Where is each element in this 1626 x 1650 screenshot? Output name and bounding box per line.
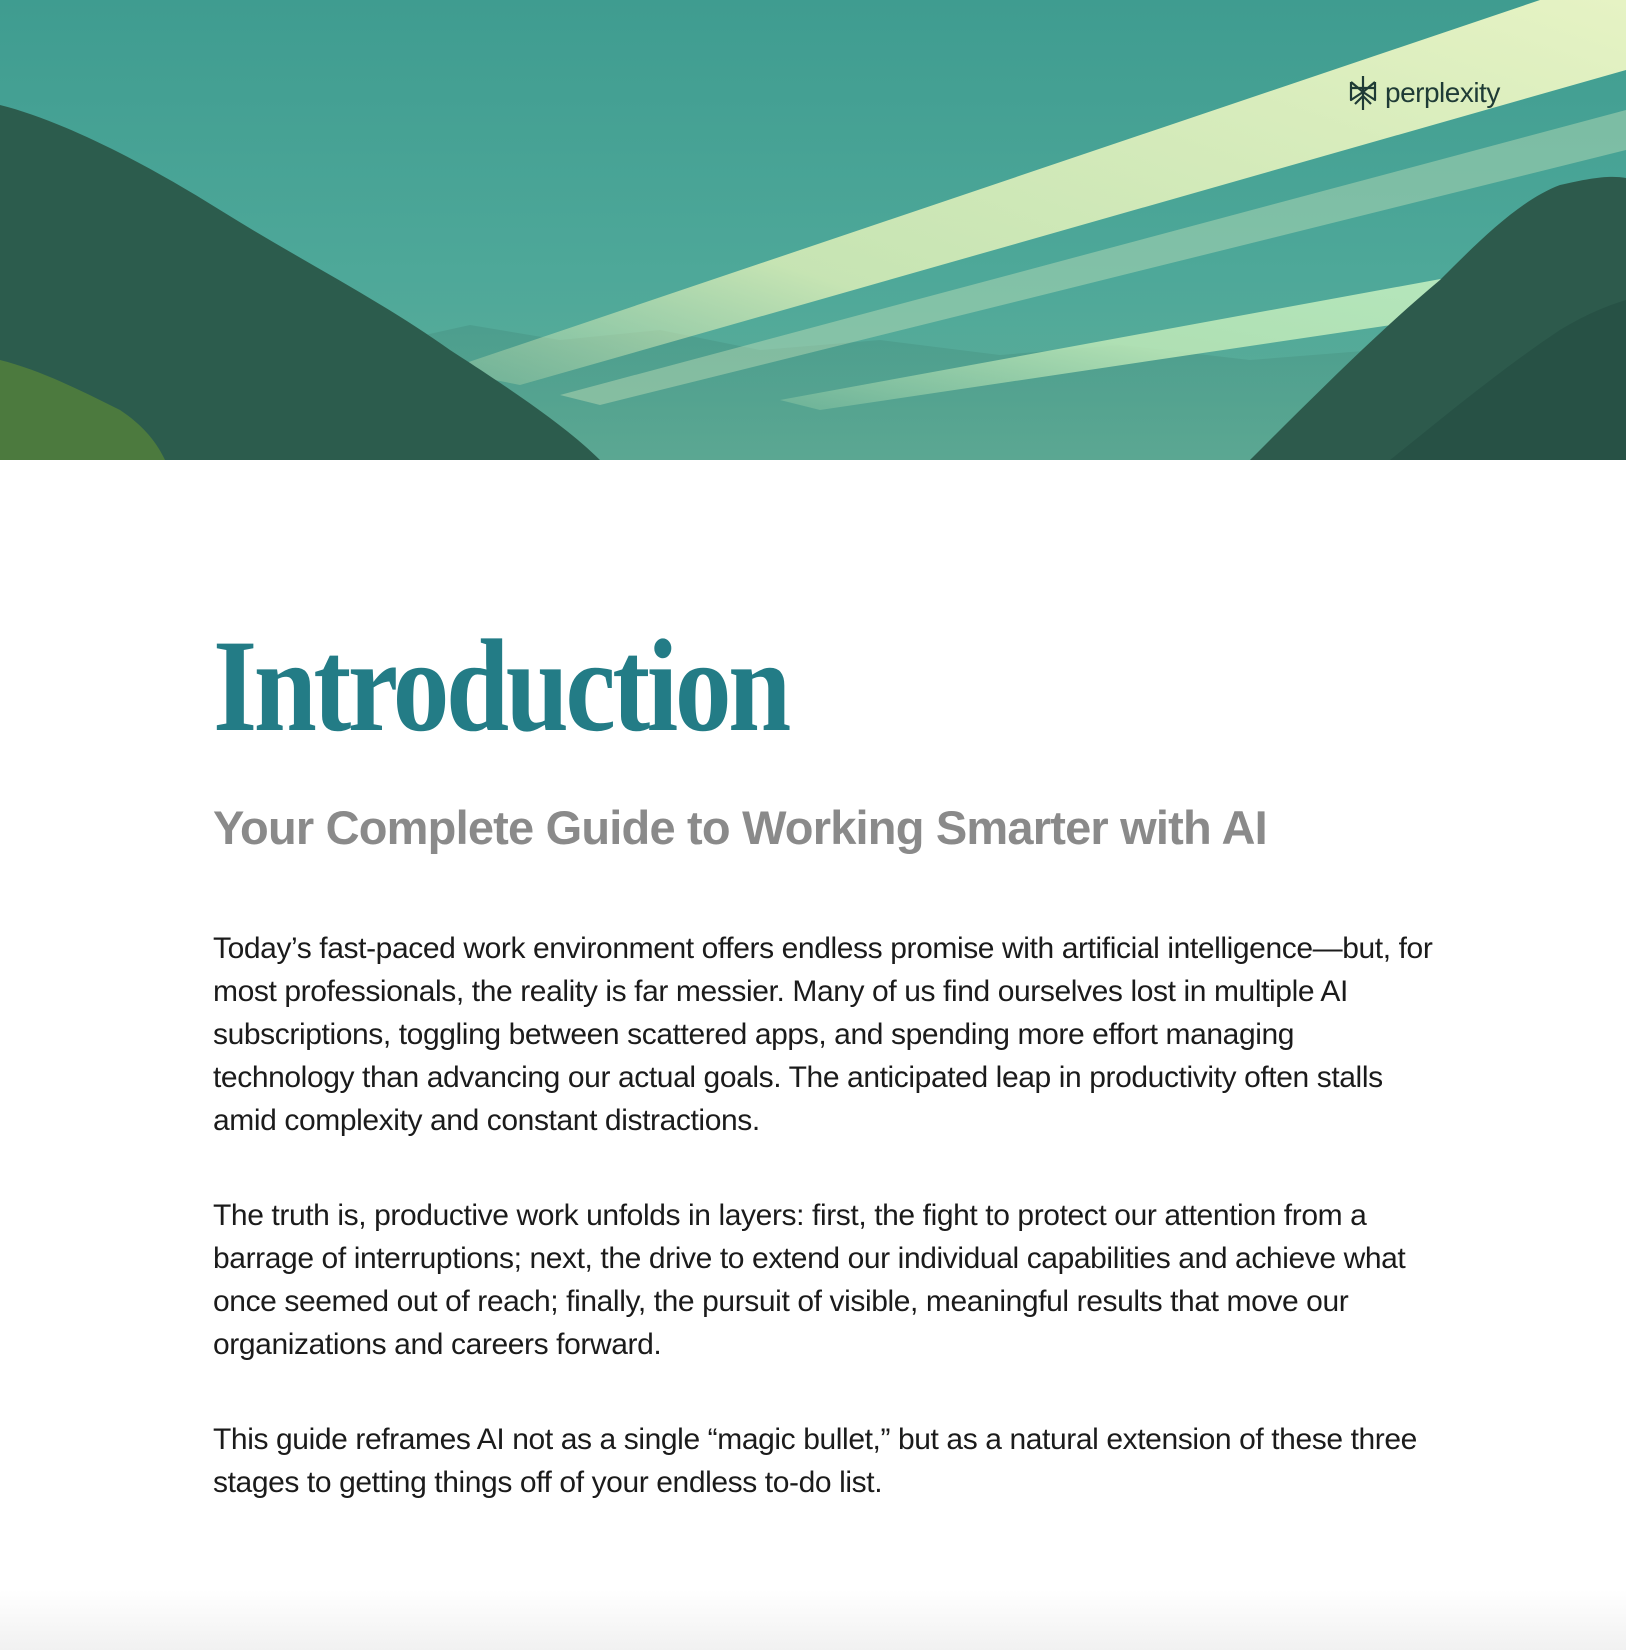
paragraph-1: Today’s fast-paced work environment offers endless promise with artificial intelligence—but, for most professionals, the reality is far messier. Many of us find ourselves lost in multiple AI subscriptions, toggling between scattered apps, and spending more effort managing technology than advancing our actual goals. The anticipated leap in productivity often stalls amid complexity and constant distractions. bbox=[213, 932, 1433, 1137]
brand-name: perplexity bbox=[1385, 77, 1500, 108]
hero-image bbox=[0, 0, 1626, 460]
paragraph-2: The truth is, productive work unfolds in layers: first, the fight to protect our attention from a barrage of interruptions; next, the drive to extend our individual capabilities and achieve what once seemed out of reach; finally, the pursuit of visible, meaningful results that move our organizations and careers forward. bbox=[213, 1199, 1406, 1361]
intro-body bbox=[213, 927, 1433, 1504]
page-subtitle: Your Complete Guide to Working Smarter with AI bbox=[213, 801, 1267, 854]
brand-logo bbox=[1347, 74, 1500, 112]
paragraph-3: This guide reframes AI not as a single “magic bullet,” but as a natural extension of these three stages to getting things off of your endless to-do list. bbox=[213, 1423, 1417, 1499]
page-bottom-edge bbox=[0, 1590, 1626, 1650]
hero-landscape bbox=[0, 0, 1626, 460]
page-title: Introduction bbox=[213, 612, 788, 759]
perplexity-logo-icon bbox=[1347, 74, 1379, 112]
intro-section bbox=[213, 612, 1433, 1556]
